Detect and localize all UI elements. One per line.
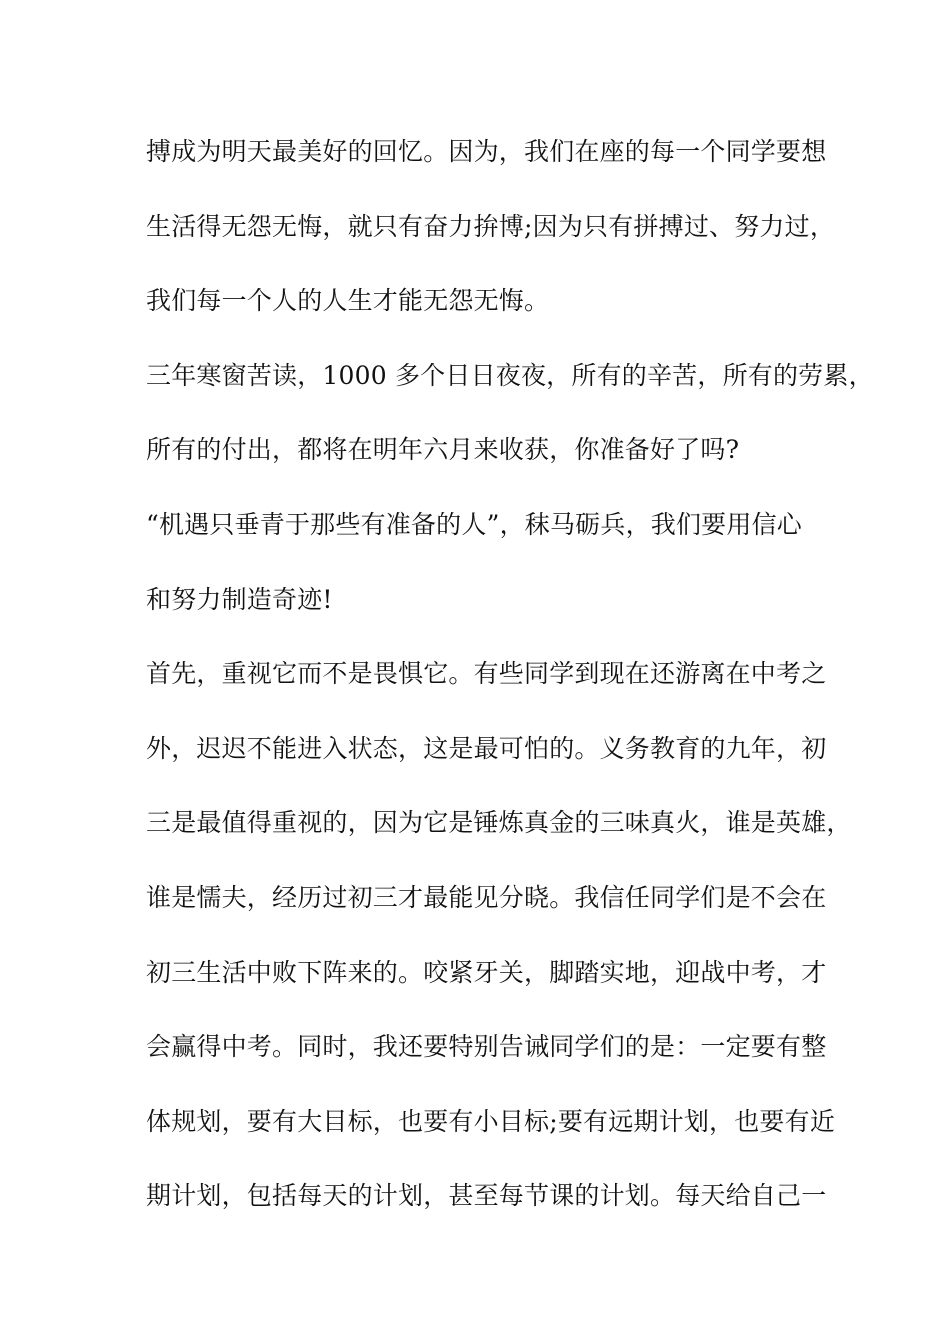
text-line: 会赢得中考。同时，我还要特别告诫同学们的是：一定要有整 bbox=[146, 1032, 827, 1061]
text-line: 所有的付出，都将在明年六月来收获，你准备好了吗? bbox=[146, 435, 740, 464]
text-line: 体规划，要有大目标，也要有小目标;要有远期计划，也要有近 bbox=[146, 1107, 836, 1136]
text-line: 期计划，包括每天的计划，甚至每节课的计划。每天给自己一 bbox=[146, 1181, 827, 1210]
text-line: 首先，重视它而不是畏惧它。有些同学到现在还游离在中考之 bbox=[146, 659, 827, 688]
text-line: 搏成为明天最美好的回忆。因为，我们在座的每一个同学要想 bbox=[146, 137, 827, 166]
text-line: 外，迟迟不能进入状态，这是最可怕的。义务教育的九年，初 bbox=[146, 734, 827, 763]
text-line: 和努力制造奇迹! bbox=[146, 585, 333, 614]
text-line: “机遇只垂青于那些有准备的人”，秣马砺兵，我们要用信心 bbox=[146, 510, 802, 539]
text-line: 生活得无怨无悔，就只有奋力拚博;因为只有拼搏过、努力过， bbox=[146, 212, 836, 241]
text-line: 我们每一个人的人生才能无怨无悔。 bbox=[146, 286, 550, 315]
text-line: 三年寒窗苦读，1000 多个日日夜夜，所有的辛苦，所有的劳累， bbox=[146, 361, 874, 390]
text-line: 三是最值得重视的，因为它是锤炼真金的三味真火，谁是英雄， bbox=[146, 808, 852, 837]
text-line: 谁是懦夫，经历过初三才最能见分晓。我信任同学们是不会在 bbox=[146, 883, 827, 912]
text-line: 初三生活中败下阵来的。咬紧牙关，脚踏实地，迎战中考，才 bbox=[146, 958, 827, 987]
